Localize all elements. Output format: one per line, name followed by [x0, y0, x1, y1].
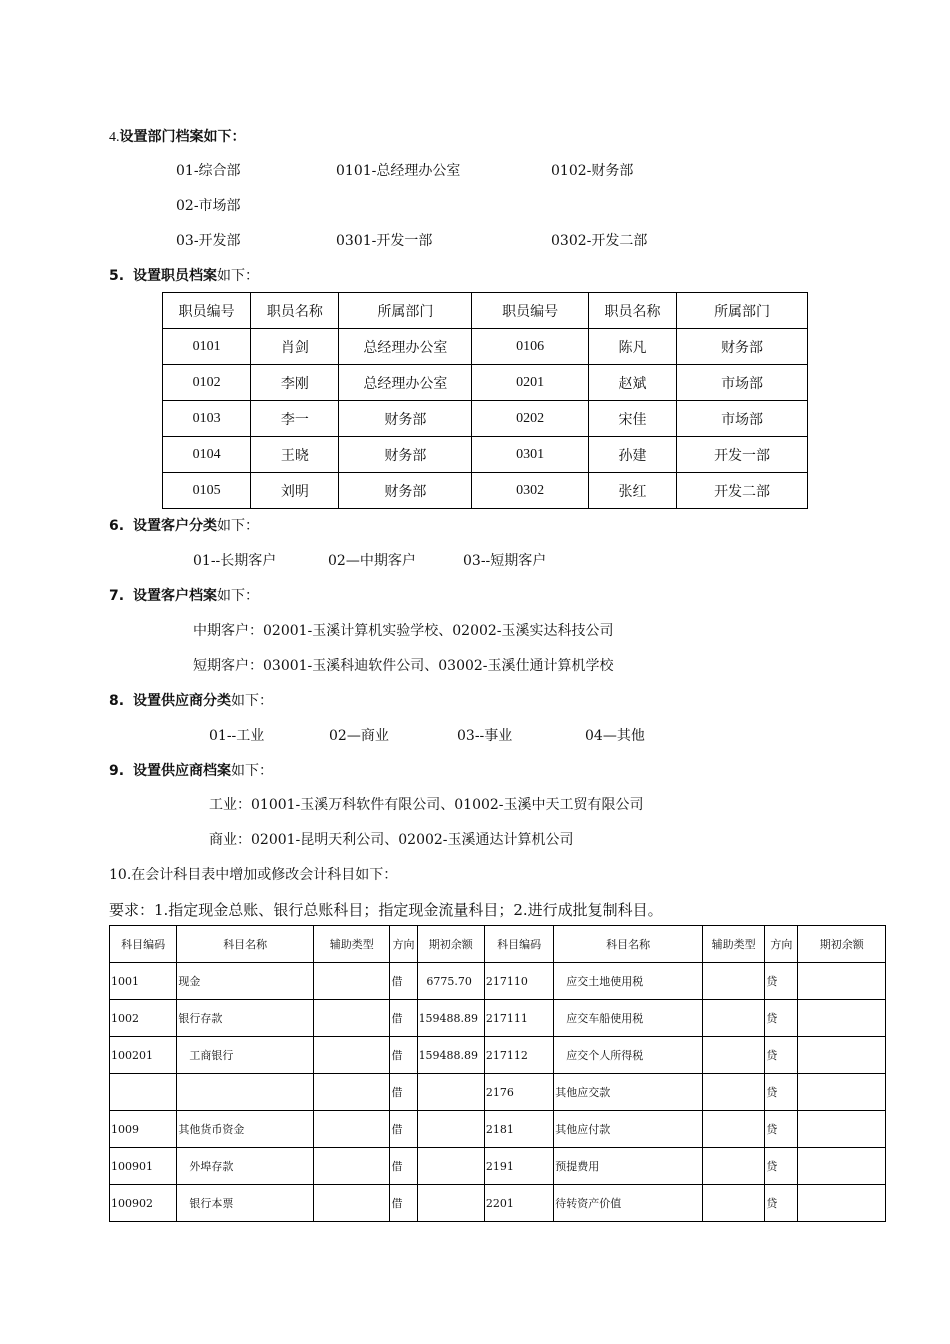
cell: 孙建	[588, 437, 676, 473]
cell	[798, 963, 886, 1000]
header-cell: 期初余额	[417, 926, 484, 963]
section-number: 4.	[109, 130, 120, 145]
table-row	[110, 1148, 886, 1185]
header-cell: 科目名称	[554, 926, 703, 963]
cell: 银行存款	[177, 1000, 314, 1037]
cell: 财务部	[339, 401, 472, 437]
cell: 0103	[163, 401, 251, 437]
cell	[703, 1037, 765, 1074]
cell: 刘明	[251, 473, 339, 509]
section-title: 设置部门档案如下：	[119, 129, 246, 145]
table-row	[110, 1185, 886, 1222]
cell: 借	[390, 1148, 417, 1185]
cell: 2191	[484, 1148, 553, 1185]
cell: 李刚	[251, 365, 339, 401]
cell: 0301	[472, 437, 589, 473]
table-row	[110, 963, 886, 1000]
cell	[417, 1074, 484, 1111]
cell: 100901	[110, 1148, 177, 1185]
cell: 2181	[484, 1111, 553, 1148]
cell: 2201	[484, 1185, 553, 1222]
cell: 工商银行	[177, 1037, 314, 1074]
cell: 市场部	[677, 365, 808, 401]
cell: 0201	[472, 365, 589, 401]
cell: 待转资产价值	[554, 1185, 703, 1222]
cell: 银行本票	[177, 1185, 314, 1222]
section-number: 7.	[109, 588, 125, 604]
section-9-heading	[109, 760, 273, 780]
requirement-text: 要求：1.指定现金总账、银行总账科目；指定现金流量科目；2.进行成批复制科目。	[109, 901, 663, 919]
cell: 0105	[163, 473, 251, 509]
cell: 0302	[472, 473, 589, 509]
supplier-file-industry: 工业：01001-玉溪万科软件有限公司、01002-玉溪中天工贸有限公司	[209, 797, 644, 813]
header-cell: 职员名称	[588, 293, 676, 329]
cell: 159488.89	[417, 1037, 484, 1074]
cell: 陈凡	[588, 329, 676, 365]
customer-class-02: 02—中期客户	[328, 553, 416, 569]
table-row	[163, 473, 808, 509]
supplier-class-04: 04—其他	[585, 728, 645, 744]
section-7-heading	[109, 585, 259, 605]
header-cell: 辅助类型	[314, 926, 390, 963]
cell	[314, 1185, 390, 1222]
cell	[798, 1074, 886, 1111]
cell: 应交土地使用税	[554, 963, 703, 1000]
cell: 贷	[765, 1111, 798, 1148]
cell	[110, 1074, 177, 1111]
cell: 贷	[765, 1037, 798, 1074]
cell	[703, 1074, 765, 1111]
account-table	[109, 925, 886, 1222]
customer-file-short: 短期客户：03001-玉溪科迪软件公司、03002-玉溪仕通计算机学校	[193, 658, 614, 674]
header-cell: 科目编码	[110, 926, 177, 963]
cell: 0102	[163, 365, 251, 401]
cell	[703, 963, 765, 1000]
supplier-class-01: 01--工业	[209, 728, 265, 744]
section-4-heading	[109, 126, 246, 146]
section-suffix: 如下：	[216, 268, 259, 284]
cell: 李一	[251, 401, 339, 437]
section-number: 10.	[109, 867, 132, 883]
section-number: 8.	[109, 693, 125, 709]
cell: 0104	[163, 437, 251, 473]
staff-table	[162, 292, 808, 509]
supplier-file-commerce: 商业：02001-昆明天利公司、02002-玉溪通达计算机公司	[209, 832, 574, 848]
cell: 财务部	[339, 473, 472, 509]
section-5-heading	[109, 265, 259, 285]
cell: 100201	[110, 1037, 177, 1074]
cell	[703, 1111, 765, 1148]
section-suffix: 如下：	[216, 518, 259, 534]
table-row	[163, 329, 808, 365]
dept-0101: 0101-总经理办公室	[336, 163, 461, 179]
dept-0301: 0301-开发一部	[336, 233, 433, 249]
cell: 1002	[110, 1000, 177, 1037]
cell	[798, 1148, 886, 1185]
cell	[314, 1037, 390, 1074]
table-row	[110, 1000, 886, 1037]
cell: 贷	[765, 1074, 798, 1111]
section-number: 5.	[109, 268, 125, 284]
cell: 1009	[110, 1111, 177, 1148]
cell: 2176	[484, 1074, 553, 1111]
header-cell: 职员名称	[251, 293, 339, 329]
cell: 财务部	[677, 329, 808, 365]
cell: 贷	[765, 963, 798, 1000]
dept-01: 01-综合部	[176, 163, 241, 179]
dept-02: 02-市场部	[176, 198, 241, 214]
cell	[417, 1148, 484, 1185]
cell: 市场部	[677, 401, 808, 437]
customer-class-01: 01--长期客户	[193, 553, 277, 569]
cell: 100902	[110, 1185, 177, 1222]
cell	[703, 1148, 765, 1185]
cell: 肖剑	[251, 329, 339, 365]
cell: 王晓	[251, 437, 339, 473]
cell	[177, 1074, 314, 1111]
cell: 外埠存款	[177, 1148, 314, 1185]
cell: 6775.70	[417, 963, 484, 1000]
section-title: 在会计科目表中增加或修改会计科目如下：	[131, 867, 398, 883]
cell: 217111	[484, 1000, 553, 1037]
section-title: 设置职员档案	[132, 268, 217, 284]
cell: 应交车船使用税	[554, 1000, 703, 1037]
cell	[314, 1000, 390, 1037]
cell: 159488.89	[417, 1000, 484, 1037]
header-cell: 所属部门	[677, 293, 808, 329]
cell: 其他货币资金	[177, 1111, 314, 1148]
section-6-heading	[109, 515, 259, 535]
cell: 现金	[177, 963, 314, 1000]
cell	[798, 1111, 886, 1148]
header-cell: 期初余额	[798, 926, 886, 963]
cell: 0106	[472, 329, 589, 365]
cell	[314, 963, 390, 1000]
cell: 贷	[765, 1148, 798, 1185]
cell: 财务部	[339, 437, 472, 473]
dept-0102: 0102-财务部	[551, 163, 634, 179]
cell: 借	[390, 1185, 417, 1222]
cell: 1001	[110, 963, 177, 1000]
header-cell: 方向	[390, 926, 417, 963]
cell: 借	[390, 963, 417, 1000]
cell: 总经理办公室	[339, 365, 472, 401]
table-header-row	[163, 293, 808, 329]
cell	[314, 1111, 390, 1148]
cell: 借	[390, 1037, 417, 1074]
cell: 其他应交款	[554, 1074, 703, 1111]
cell: 217110	[484, 963, 553, 1000]
cell: 预提费用	[554, 1148, 703, 1185]
cell	[314, 1074, 390, 1111]
cell	[798, 1037, 886, 1074]
cell	[314, 1148, 390, 1185]
cell: 应交个人所得税	[554, 1037, 703, 1074]
cell: 贷	[765, 1000, 798, 1037]
header-cell: 辅助类型	[703, 926, 765, 963]
cell	[798, 1185, 886, 1222]
cell	[703, 1000, 765, 1037]
section-title: 设置供应商分类	[132, 693, 231, 709]
cell: 0202	[472, 401, 589, 437]
section-suffix: 如下：	[230, 693, 273, 709]
cell: 借	[390, 1074, 417, 1111]
cell: 赵斌	[588, 365, 676, 401]
dept-03: 03-开发部	[176, 233, 241, 249]
supplier-class-02: 02—商业	[329, 728, 389, 744]
customer-class-03: 03--短期客户	[463, 553, 547, 569]
section-title: 设置客户档案	[132, 588, 217, 604]
cell: 217112	[484, 1037, 553, 1074]
cell	[417, 1185, 484, 1222]
header-cell: 职员编号	[472, 293, 589, 329]
supplier-class-03: 03--事业	[457, 728, 513, 744]
cell: 总经理办公室	[339, 329, 472, 365]
section-title: 设置客户分类	[132, 518, 217, 534]
section-title: 设置供应商档案	[132, 763, 231, 779]
cell: 借	[390, 1000, 417, 1037]
cell: 张红	[588, 473, 676, 509]
dept-0302: 0302-开发二部	[551, 233, 648, 249]
cell	[703, 1185, 765, 1222]
header-cell: 科目名称	[177, 926, 314, 963]
cell: 宋佳	[588, 401, 676, 437]
cell: 开发一部	[677, 437, 808, 473]
section-8-heading	[109, 690, 273, 710]
cell	[798, 1000, 886, 1037]
section-suffix: 如下：	[216, 588, 259, 604]
table-row	[110, 1074, 886, 1111]
cell: 0101	[163, 329, 251, 365]
section-number: 6.	[109, 518, 125, 534]
cell: 其他应付款	[554, 1111, 703, 1148]
section-10-heading	[109, 864, 397, 884]
table-row	[163, 437, 808, 473]
section-number: 9.	[109, 763, 125, 779]
table-header-row	[110, 926, 886, 963]
table-row	[110, 1111, 886, 1148]
cell: 贷	[765, 1185, 798, 1222]
header-cell: 科目编码	[484, 926, 553, 963]
header-cell: 方向	[765, 926, 798, 963]
table-row	[163, 401, 808, 437]
cell: 借	[390, 1111, 417, 1148]
table-row	[110, 1037, 886, 1074]
table-row	[163, 365, 808, 401]
header-cell: 职员编号	[163, 293, 251, 329]
customer-file-mid: 中期客户：02001-玉溪计算机实验学校、02002-玉溪实达科技公司	[193, 623, 614, 639]
cell	[417, 1111, 484, 1148]
cell: 开发二部	[677, 473, 808, 509]
section-suffix: 如下：	[230, 763, 273, 779]
header-cell: 所属部门	[339, 293, 472, 329]
